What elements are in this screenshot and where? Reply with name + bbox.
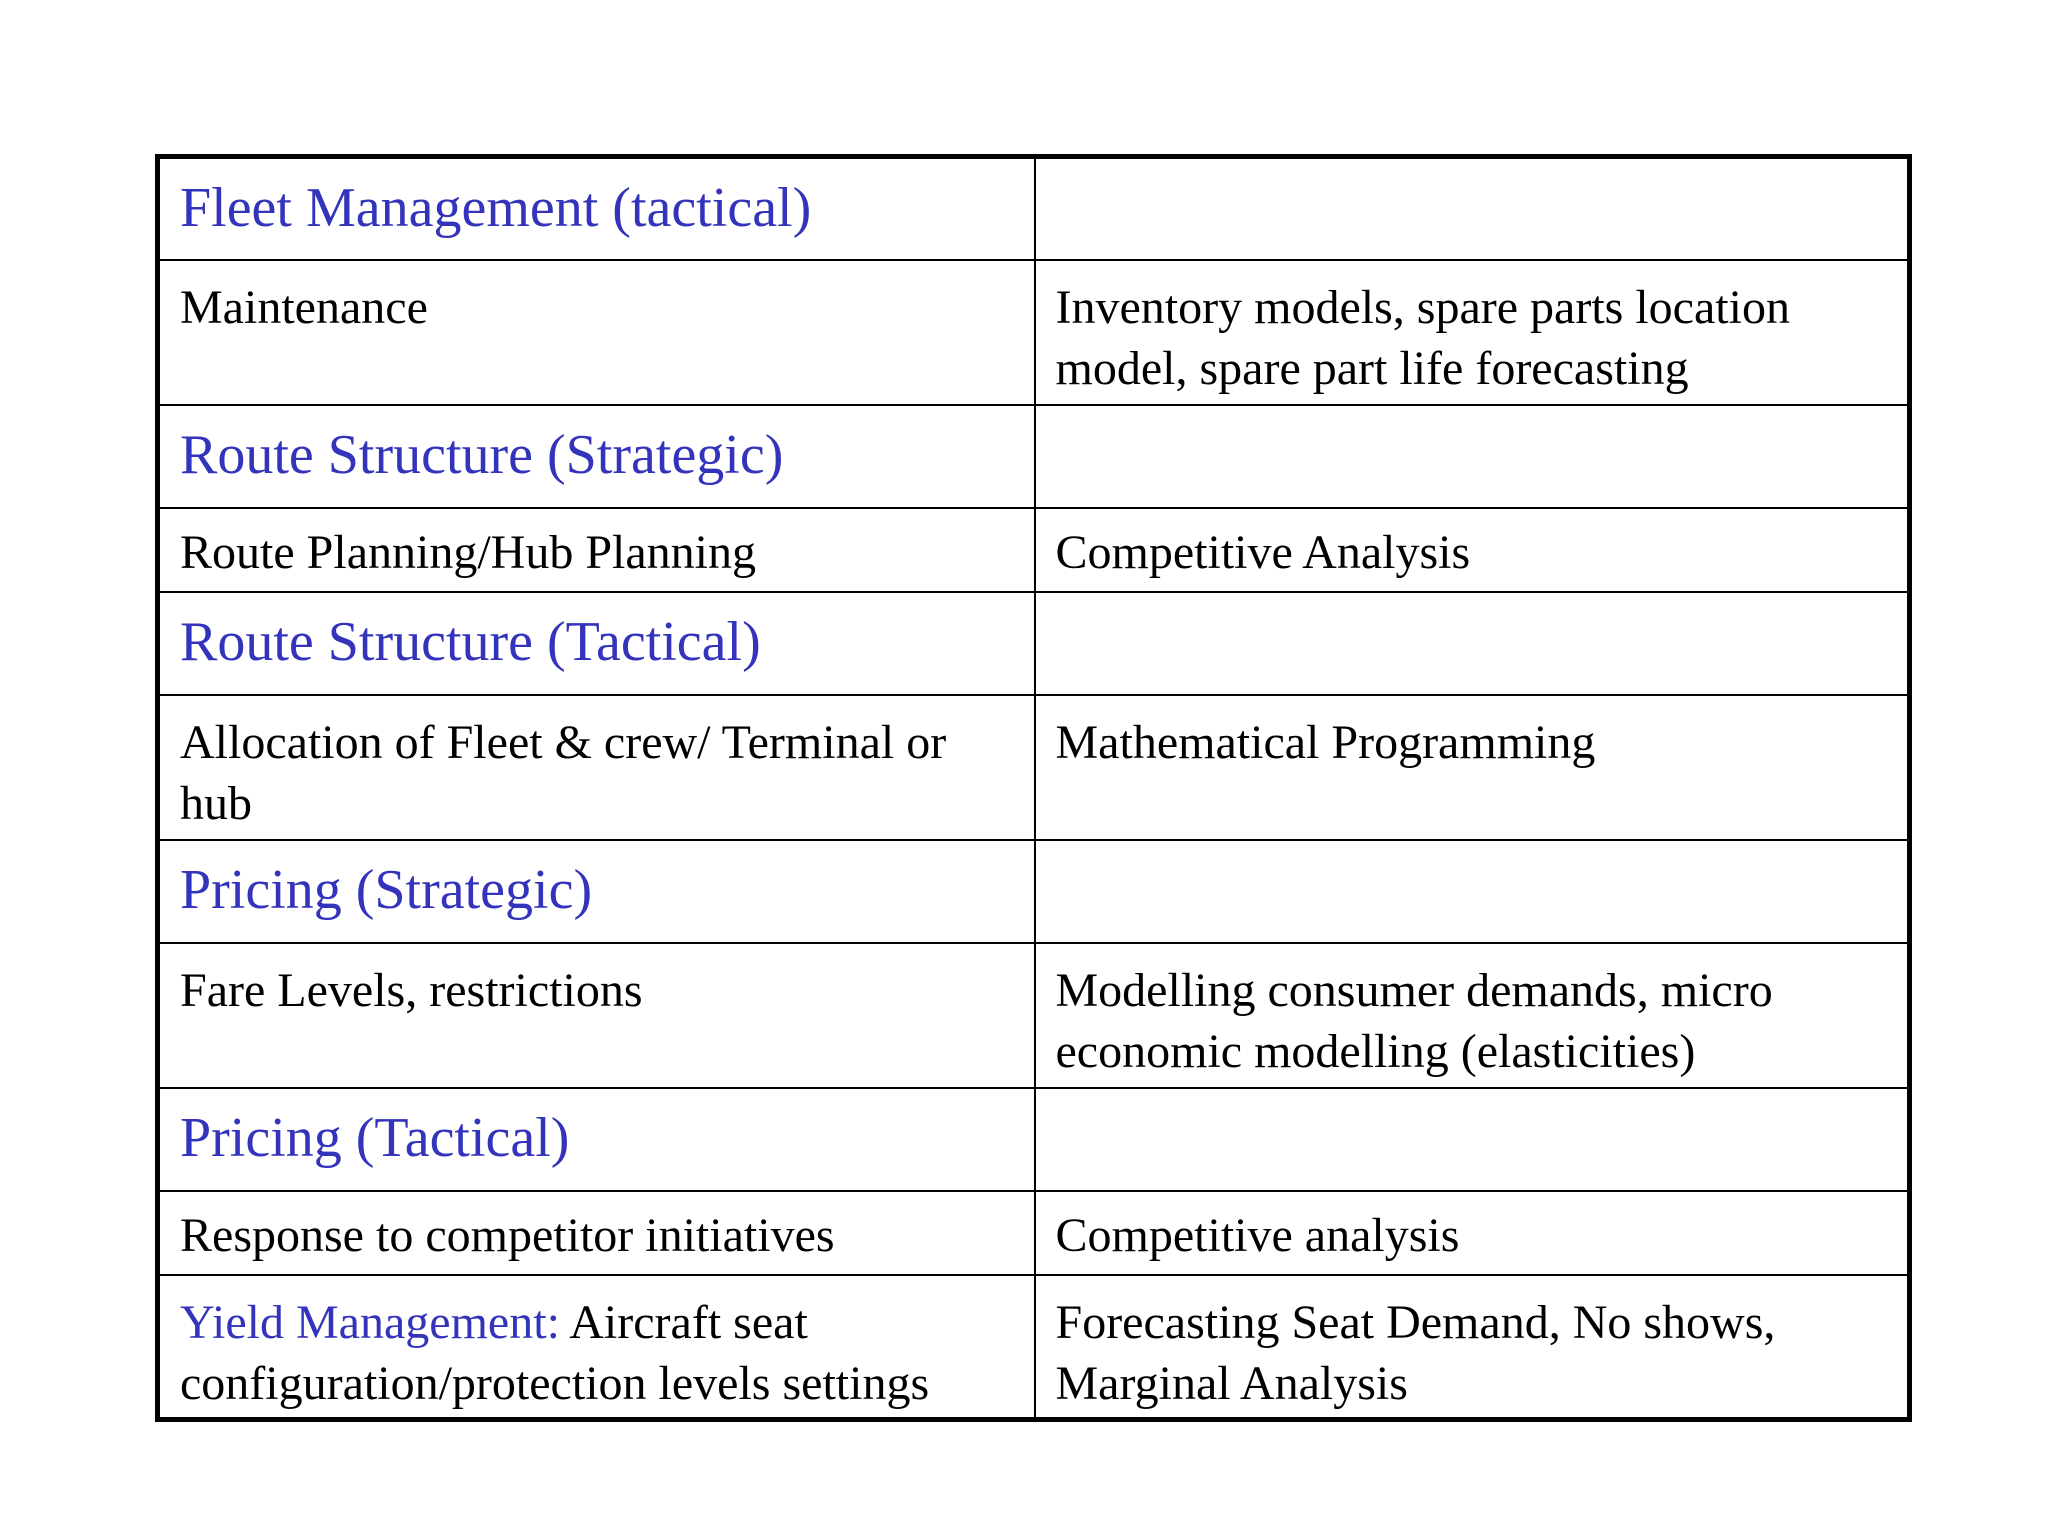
empty-cell <box>1035 592 1910 695</box>
method-cell: Competitive analysis <box>1035 1191 1910 1275</box>
decision-area-cell: Response to competitor initiatives <box>158 1191 1035 1275</box>
table-row <box>158 695 1910 840</box>
table-row <box>158 1191 1910 1275</box>
method-cell: Modelling consumer demands, micro economic modelling (elasticities) <box>1035 943 1910 1088</box>
method-cell: Inventory models, spare parts location model, spare part life forecasting <box>1035 260 1910 405</box>
empty-cell <box>1035 157 1910 260</box>
table-row <box>158 1275 1910 1420</box>
method-cell: Competitive Analysis <box>1035 508 1910 592</box>
table-row <box>158 157 1910 260</box>
section-heading-cell: Route Structure (Strategic) <box>158 405 1035 508</box>
section-heading-cell: Fleet Management (tactical) <box>158 157 1035 260</box>
table-row <box>158 943 1910 1088</box>
table-row <box>158 260 1910 405</box>
table-row <box>158 405 1910 508</box>
empty-cell <box>1035 840 1910 943</box>
yield-management-text: Aircraft seat configuration/protection levels settings <box>180 1295 930 1410</box>
empty-cell <box>1035 405 1910 508</box>
methods-table <box>155 154 1912 1422</box>
decision-area-cell: Route Planning/Hub Planning <box>158 508 1035 592</box>
method-cell: Mathematical Programming <box>1035 695 1910 840</box>
section-heading-cell: Route Structure (Tactical) <box>158 592 1035 695</box>
decision-area-cell: Allocation of Fleet & crew/ Terminal or hub <box>158 695 1035 840</box>
empty-cell <box>1035 1088 1910 1191</box>
section-heading-cell: Pricing (Tactical) <box>158 1088 1035 1191</box>
yield-management-cell <box>158 1275 1035 1420</box>
table-body <box>158 157 1910 1420</box>
table-row <box>158 1088 1910 1191</box>
yield-management-label: Yield Management: <box>180 1295 560 1349</box>
section-heading-cell: Pricing (Strategic) <box>158 840 1035 943</box>
decision-area-cell: Maintenance <box>158 260 1035 405</box>
method-cell: Forecasting Seat Demand, No shows, Marginal Analysis <box>1035 1275 1910 1420</box>
table-row <box>158 508 1910 592</box>
table-row <box>158 840 1910 943</box>
table-row <box>158 592 1910 695</box>
decision-area-cell: Fare Levels, restrictions <box>158 943 1035 1088</box>
